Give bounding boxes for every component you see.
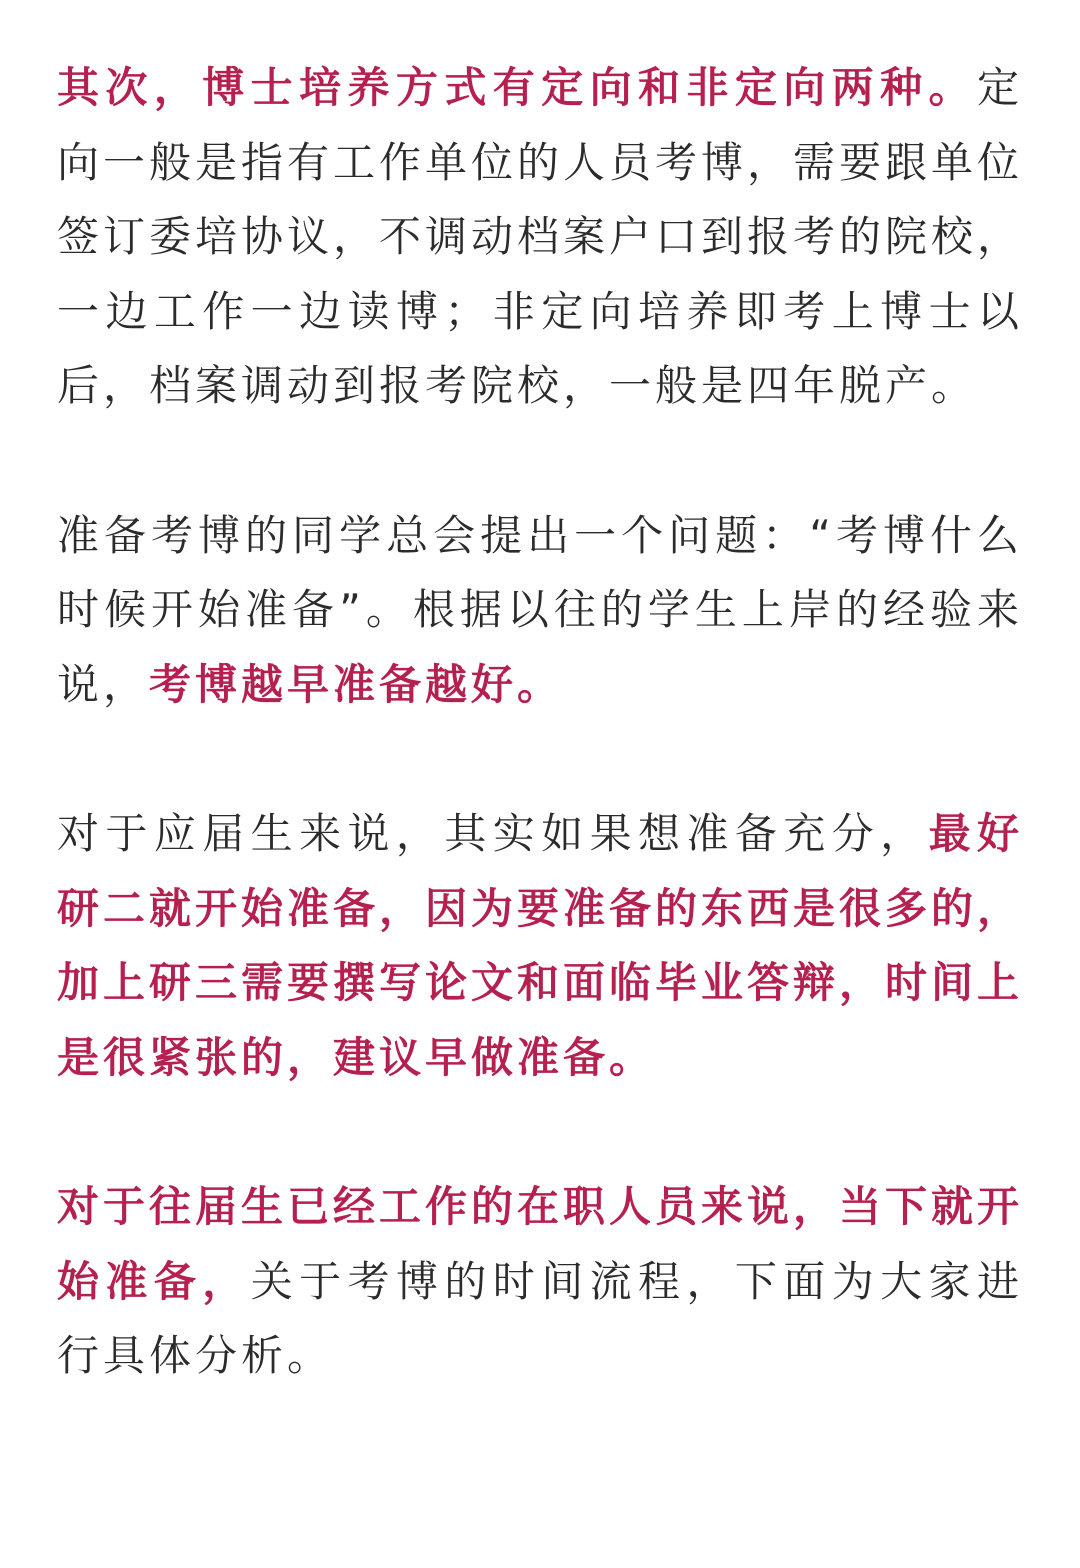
paragraph-working-candidates [57,1170,1023,1394]
body-text: 准备考博的同学总会提出一个问题：“考博什么时候开始准备”。根据以往的学生上岸的经验来说， [57,510,1023,709]
paragraph-when-to-prepare [57,499,1023,723]
body-text: 定向一般是指有工作单位的人员考博，需要跟单位签订委培协议，不调动档案户口到报考的院校，一边工作一边读博；非定向培养即考上博士以后，档案调动到报考院校，一般是四年脱产。 [57,63,1024,411]
body-text: 对于应届生来说，其实如果想准备充分， [57,808,929,858]
body-text: 关于考博的时间流程，下面为大家进行具体分析。 [57,1256,1023,1381]
highlight-text: 最好研二就开始准备，因为要准备的东西是很多的，加上研三需要撰写论文和面临毕业答辩，时间上是很紧张的，建议早做准备。 [57,808,1024,1082]
highlight-text: 考博越早准备越好。 [149,659,564,709]
paragraph-training-modes [57,51,1023,424]
highlight-text: 其次，博士培养方式有定向和非定向两种。 [57,63,977,112]
highlight-text: 对于往届生已经工作的在职人员来说，当下就开始准备， [57,1181,1024,1306]
article-body [57,51,1023,1468]
paragraph-fresh-graduates [57,797,1023,1095]
